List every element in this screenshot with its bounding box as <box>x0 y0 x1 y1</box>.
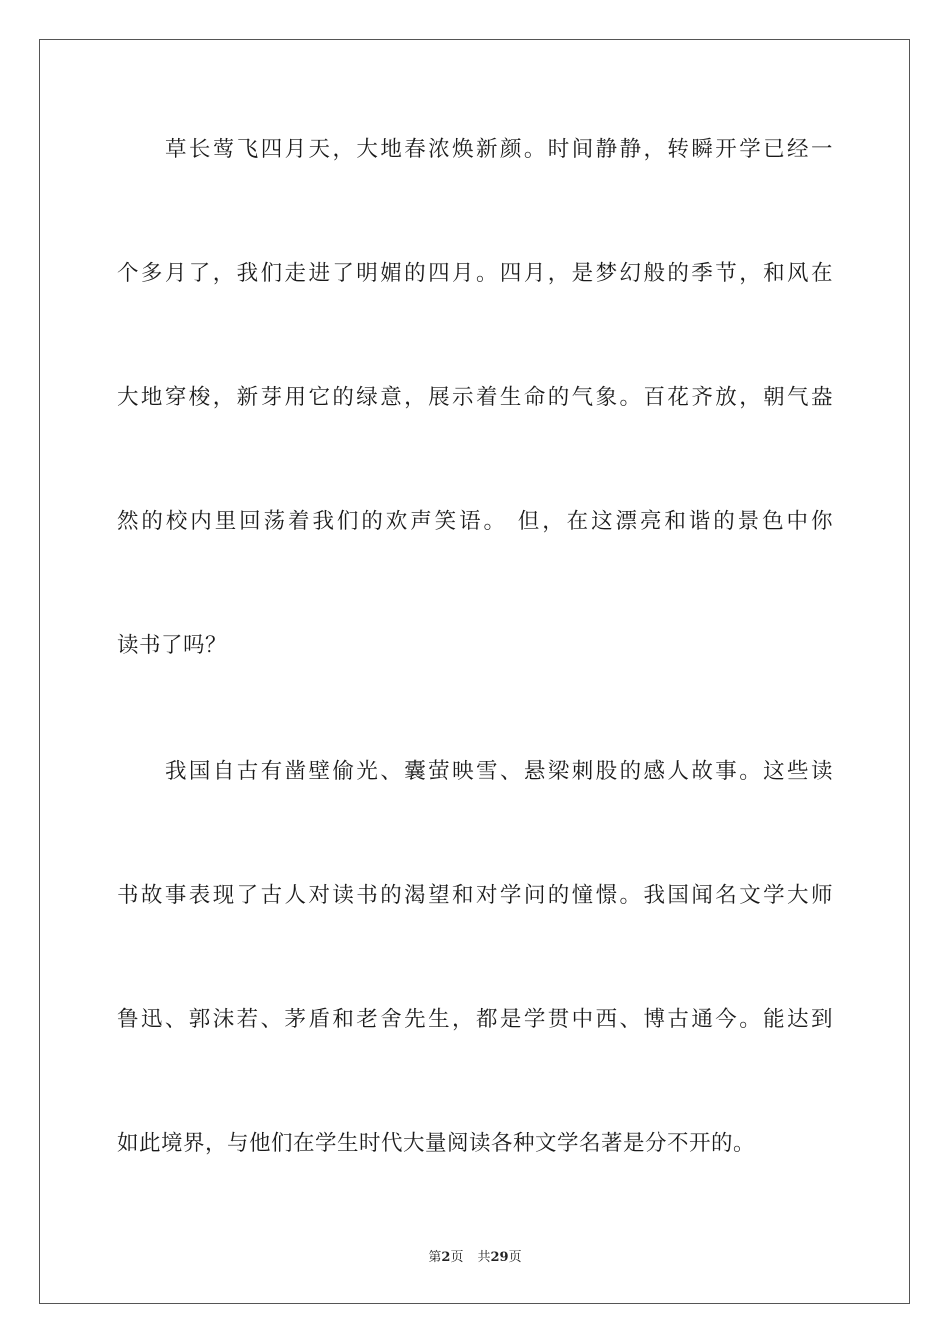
text-line: 我国自古有凿壁偷光、囊萤映雪、悬梁刺股的感人故事。这些读 <box>165 759 833 784</box>
page-suffix: 页 <box>450 1250 464 1265</box>
text-line: 如此境界，与他们在学生时代大量阅读各种文学名著是分不开的。 <box>117 1131 756 1156</box>
total-suffix: 页 <box>508 1250 522 1265</box>
page-border <box>39 39 910 1304</box>
total-prefix: 共 <box>477 1250 491 1265</box>
text-line: 然的校内里回荡着我们的欢声笑语。 但，在这漂亮和谐的景色中你 <box>117 509 833 534</box>
text-line: 鲁迅、郭沫若、茅盾和老舍先生，都是学贯中西、博古通今。能达到 <box>117 1007 833 1032</box>
page-prefix: 第 <box>428 1250 442 1265</box>
total-pages: 29 <box>490 1250 509 1265</box>
text-line: 读书了吗？ <box>117 633 228 658</box>
text-line: 草长莺飞四月天，大地春浓焕新颜。时间静静，转瞬开学已经一 <box>165 137 833 162</box>
text-line: 大地穿梭，新芽用它的绿意，展示着生命的气象。百花齐放，朝气盎 <box>117 385 833 410</box>
text-line: 书故事表现了古人对读书的渴望和对学问的憧憬。我国闻名文学大师 <box>117 883 833 908</box>
page-footer <box>0 1246 950 1265</box>
text-line: 个多月了，我们走进了明媚的四月。四月，是梦幻般的季节，和风在 <box>117 261 833 286</box>
page-number: 2 <box>441 1250 451 1265</box>
